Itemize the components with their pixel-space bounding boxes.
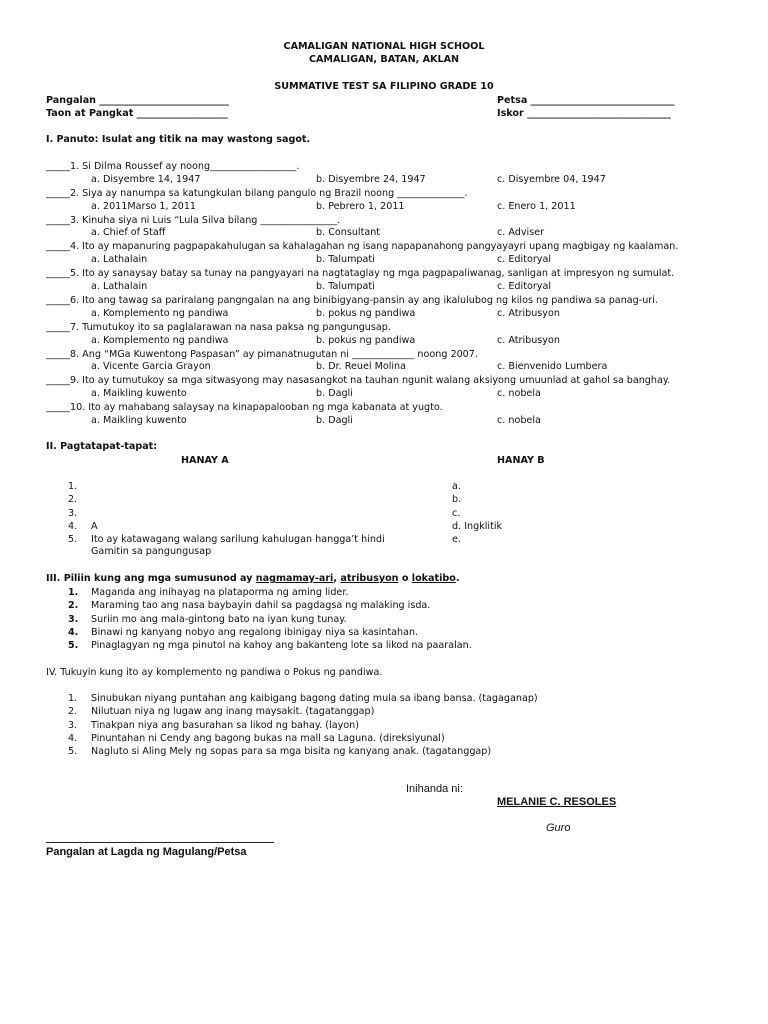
part4-item-1-number: 1. bbox=[68, 693, 78, 704]
matching-row-1-number: 1. bbox=[68, 481, 78, 492]
hanay-b-heading: HANAY B bbox=[497, 455, 545, 466]
question-3-option-a: a. Chief of Staff bbox=[91, 227, 166, 239]
question-10-option-c: c. nobela bbox=[497, 415, 541, 426]
question-10-option-a: a. Maikling kuwento bbox=[91, 415, 187, 426]
part2-title: II. Pagtatapat-tapat: bbox=[46, 441, 158, 452]
part4-item-4-number: 4. bbox=[68, 732, 78, 744]
part3-item-3-number: 3. bbox=[68, 613, 79, 625]
part3-item-4: Binawi ng kanyang nobyo ang regalong ibinigay niya sa kasintahan. bbox=[91, 626, 419, 638]
taon-pangkat-field[interactable]: Taon at Pangkat ___________________ bbox=[46, 108, 228, 119]
question-9[interactable]: _____9. Ito ay tumutukoy sa mga sitwasyong may nasasangkot na tauhan ngunit walang aksiyong umuunlad at gahol sa banghay. bbox=[46, 375, 671, 387]
school-address: CAMALIGAN, BATAN, AKLAN bbox=[308, 54, 460, 65]
question-1-option-b: b. Disyembre 24, 1947 bbox=[316, 173, 426, 185]
teacher-role: Guro bbox=[546, 822, 571, 834]
question-8-option-b: b. Dr. Reuel Molina bbox=[316, 361, 407, 373]
matching-row-5-continuation: Gamitin sa pangungusap bbox=[91, 546, 212, 557]
question-9-option-b: b. Dagli bbox=[316, 388, 353, 400]
question-5-option-a: a. Lathalain bbox=[91, 281, 148, 292]
pangalan-field[interactable]: Pangalan ___________________________ bbox=[46, 95, 229, 106]
matching-row-5-hanay-a: Ito ay katawagang walang sarilung kahulugan hangga’t hindi bbox=[91, 534, 385, 546]
matching-row-5-hanay-b: e. bbox=[452, 534, 461, 546]
part4-title: IV. Tukuyin kung ito ay komplemento ng pandiwa o Pokus ng pandiwa. bbox=[46, 667, 383, 678]
part4-item-3-number: 3. bbox=[68, 719, 78, 731]
school-name: CAMALIGAN NATIONAL HIGH SCHOOL bbox=[283, 41, 485, 52]
question-8[interactable]: _____8. Ang “MGa Kuwentong Paspasan” ay pimanatnugutan ni _____________ noong 2007. bbox=[46, 348, 478, 360]
question-7[interactable]: _____7. Tumutukoy ito sa paglalarawan na nasa paksa ng pangungusap. bbox=[46, 321, 391, 333]
question-2[interactable]: _____2. Siya ay nanumpa sa katungkulan bilang pangulo ng Brazil noong ______________. bbox=[46, 187, 468, 199]
prepared-by-label: Inihanda ni: bbox=[406, 783, 463, 795]
question-1-option-a: a. Disyembre 14, 1947 bbox=[91, 173, 201, 185]
matching-row-2-hanay-b: b. bbox=[452, 494, 462, 506]
question-1-option-c: c. Disyembre 04, 1947 bbox=[497, 173, 606, 185]
part3-item-2-number: 2. bbox=[68, 600, 79, 612]
part3-item-5-number: 5. bbox=[68, 640, 79, 652]
question-8-option-a: a. Vicente Garcia Grayon bbox=[91, 361, 211, 373]
part4-item-5: Nagluto si Aling Mely ng sopas para sa mga bisita ng kanyang anak. (tagatanggap) bbox=[91, 746, 492, 758]
question-7-option-a: a. Komplemento ng pandiwa bbox=[91, 334, 229, 346]
matching-row-5-number: 5. bbox=[68, 534, 78, 546]
question-10-option-b: b. Dagli bbox=[316, 415, 353, 426]
part3-item-4-number: 4. bbox=[68, 626, 79, 638]
question-6-option-b: b. pokus ng pandiwa bbox=[316, 307, 416, 319]
question-6-option-a: a. Komplemento ng pandiwa bbox=[91, 307, 229, 319]
question-9-option-a: a. Maikling kuwento bbox=[91, 388, 187, 400]
question-5-option-b: b. Talumpati bbox=[316, 281, 375, 292]
parent-signature-line[interactable] bbox=[46, 842, 274, 843]
question-7-option-c: c. Atribusyon bbox=[497, 334, 560, 346]
question-6[interactable]: _____6. Ito ang tawag sa pariralang pangngalan na ang binibigyang-pansin ay ang ikalulubog ng kilos ng pandiwa sa panag-uri. bbox=[46, 295, 658, 306]
hanay-a-heading: HANAY A bbox=[181, 455, 229, 466]
question-8-option-c: c. Bienvenido Lumbera bbox=[497, 361, 608, 373]
matching-row-4-hanay-a: A bbox=[91, 520, 98, 532]
question-2-option-c: c. Enero 1, 2011 bbox=[497, 200, 576, 212]
teacher-name: MELANIE C. RESOLES bbox=[497, 796, 617, 808]
part4-item-3: Tinakpan niya ang basurahan sa likod ng bahay. (layon) bbox=[91, 719, 359, 731]
option-lokatibo: lokatibo bbox=[411, 573, 456, 584]
question-4-option-b: b. Talumpati bbox=[316, 254, 375, 266]
question-5-option-c: c. Editoryal bbox=[497, 281, 551, 292]
matching-row-1-hanay-b: a. bbox=[452, 481, 461, 492]
question-4-option-a: a. Lathalain bbox=[91, 254, 148, 266]
matching-row-2-number: 2. bbox=[68, 494, 78, 506]
matching-row-4-number: 4. bbox=[68, 520, 78, 532]
question-4-option-c: c. Editoryal bbox=[497, 254, 551, 266]
matching-row-3-number: 3. bbox=[68, 507, 78, 519]
question-6-option-c: c. Atribusyon bbox=[497, 307, 560, 319]
question-4[interactable]: _____4. Ito ay mapanuring pagpapakahulugan sa kahalagahan ng isang napapanahong pangyayayri upang magbigay ng kaalaman. bbox=[46, 241, 679, 253]
part3-item-2: Maraming tao ang nasa baybayin dahil sa pagdagsa ng malaking isda. bbox=[91, 600, 431, 612]
matching-row-4-hanay-b: d. Ingklitik bbox=[452, 520, 503, 532]
part3-title: III. Piliin kung ang mga sumusunod ay nagmamay-ari, atribusyon o lokatibo. bbox=[46, 573, 460, 584]
part1-title: I. Panuto: Isulat ang titik na may wastong sagot. bbox=[46, 134, 311, 145]
part4-item-5-number: 5. bbox=[68, 746, 78, 758]
question-2-option-a: a. 2011Marso 1, 2011 bbox=[91, 200, 197, 212]
question-2-option-b: b. Pebrero 1, 2011 bbox=[316, 200, 405, 212]
parent-signature-label: Pangalan at Lagda ng Magulang/Petsa bbox=[46, 846, 247, 858]
question-3-option-b: b. Consultant bbox=[316, 227, 381, 239]
part3-item-5: Pinaglagyan ng mga pinutol na kahoy ang bakanteng lote sa likod na paaralan. bbox=[91, 640, 472, 652]
part4-item-1: Sinubukan niyang puntahan ang kaibigang bagong dating mula sa ibang bansa. (tagaganap) bbox=[91, 693, 538, 704]
part3-item-1: Maganda ang inihayag na plataporma ng aming lider. bbox=[91, 587, 349, 598]
question-7-option-b: b. pokus ng pandiwa bbox=[316, 334, 416, 346]
test-title: SUMMATIVE TEST SA FILIPINO GRADE 10 bbox=[274, 81, 494, 92]
question-3-option-c: c. Adviser bbox=[497, 227, 545, 239]
petsa-field[interactable]: Petsa ______________________________ bbox=[497, 95, 675, 106]
part3-item-1-number: 1. bbox=[68, 587, 79, 598]
iskor-field[interactable]: Iskor ______________________________ bbox=[497, 108, 671, 119]
part4-item-2-number: 2. bbox=[68, 706, 78, 718]
option-nagmamay-ari: nagmamay-ari bbox=[255, 573, 334, 584]
option-atribusyon: atribusyon bbox=[340, 573, 399, 584]
matching-row-3-hanay-b: c. bbox=[452, 507, 461, 519]
question-1[interactable]: _____1. Si Dilma Roussef ay noong__________________. bbox=[46, 161, 300, 172]
part4-item-2: Nilutuan niya ng lugaw ang inang maysakit. (tagatanggap) bbox=[91, 706, 375, 718]
part4-item-4: Pinuntahan ni Cendy ang bagong bukas na mall sa Laguna. (direksiyunal) bbox=[91, 732, 445, 744]
question-5[interactable]: _____5. Ito ay sanaysay batay sa tunay na pangyayari na nagtataglay ng mga pagpapaliwanag, sanligan at impresyon ng sumulat. bbox=[46, 268, 675, 280]
question-3[interactable]: _____3. Kinuha siya ni Luis “Lula Silva bilang ________________. bbox=[46, 214, 341, 226]
part3-item-3: Suriin mo ang mala-gintong bato na iyan kung tunay. bbox=[91, 613, 347, 625]
question-10[interactable]: _____10. Ito ay mahabang salaysay na kinapapalooban ng mga kabanata at yugto. bbox=[46, 402, 443, 414]
question-9-option-c: c. nobela bbox=[497, 388, 541, 400]
